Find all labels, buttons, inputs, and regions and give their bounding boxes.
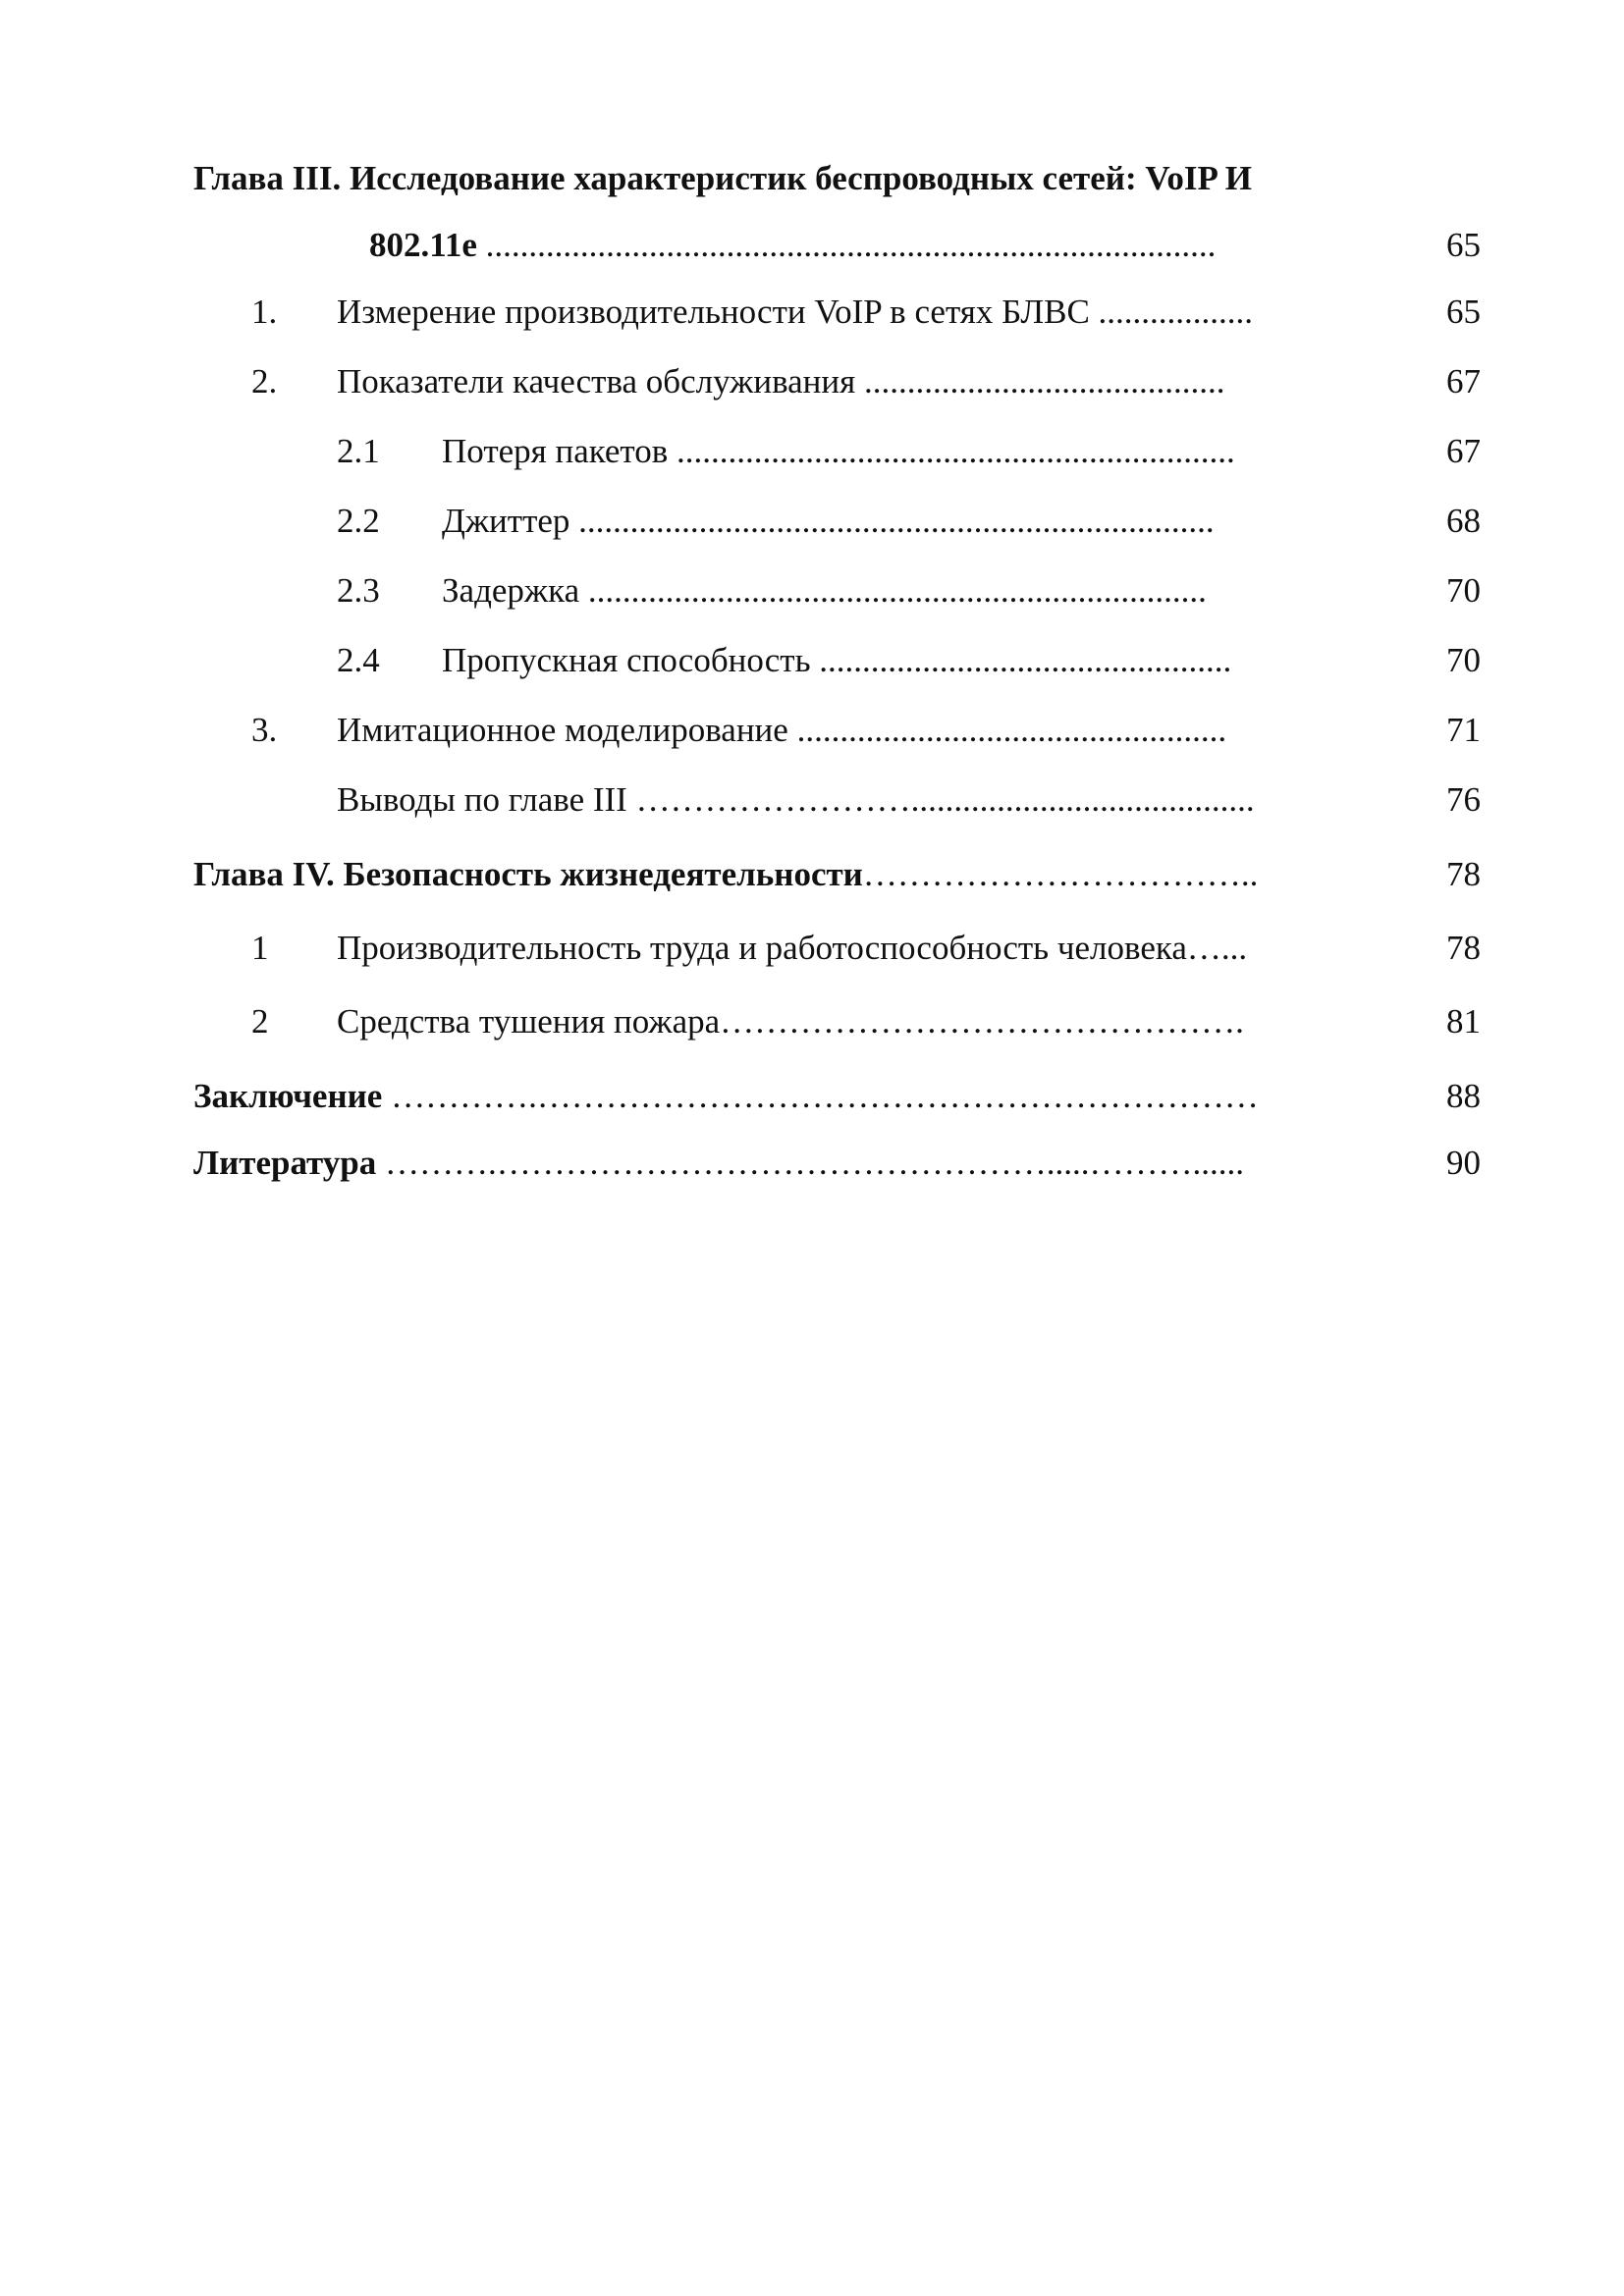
literature-page: 90 xyxy=(1446,1144,1481,1182)
chapter3-page: 65 xyxy=(1446,226,1481,264)
toc-item-page: 78 xyxy=(1446,929,1481,967)
toc-item-page: 70 xyxy=(1446,641,1481,679)
toc-item-text: Измерение производительности VoIP в сетях БЛВС .................. xyxy=(337,293,1254,331)
chapter3-title-line2: 802.11е ..................................................................................... xyxy=(369,226,1217,264)
toc-item-text: Выводы по главе III ……………………........................................ xyxy=(337,780,1255,819)
toc-item-number: 2.1 xyxy=(337,432,380,470)
toc-item-text: Пропускная способность ................................................ xyxy=(442,641,1232,679)
toc-item-page: 70 xyxy=(1446,571,1481,610)
toc-item-number: 2.2 xyxy=(337,502,380,540)
toc-item-number: 1 xyxy=(251,929,269,967)
toc-item-number: 2.3 xyxy=(337,571,380,610)
toc-item-page: 67 xyxy=(1446,362,1481,400)
toc-item-text: Имитационное моделирование .................................................. xyxy=(337,711,1227,749)
toc-item-text: Задержка ........................................................................ xyxy=(442,571,1207,610)
chapter4-page: 78 xyxy=(1446,855,1481,893)
toc-item-page: 71 xyxy=(1446,711,1481,749)
chapter4-title: Глава IV. Безопасность жизнедеятельности…………………………….. xyxy=(193,855,1259,893)
toc-item-text: Показатели качества обслуживания .......................................... xyxy=(337,362,1225,400)
toc-item-number: 2.4 xyxy=(337,641,380,679)
toc-item-page: 76 xyxy=(1446,780,1481,819)
toc-item-page: 68 xyxy=(1446,502,1481,540)
conclusion-page: 88 xyxy=(1446,1077,1481,1115)
toc-item-number: 2 xyxy=(251,1002,269,1041)
toc-item-page: 81 xyxy=(1446,1002,1481,1041)
toc-item-page: 65 xyxy=(1446,293,1481,331)
toc-item-text: Джиттер .......................................................................... xyxy=(442,502,1215,540)
toc-item-text: Средства тушения пожара………………………………………. xyxy=(337,1002,1244,1041)
toc-item-number: 3. xyxy=(251,711,278,749)
conclusion-entry: Заключение ………….……………………………………………………… xyxy=(193,1077,1259,1115)
toc-item-number: 1. xyxy=(251,293,278,331)
toc-item-text: Производительность труда и работоспособность человека…... xyxy=(337,929,1248,967)
toc-item-text: Потеря пакетов ................................................................. xyxy=(442,432,1235,470)
chapter3-title-line1: Глава III. Исследование характеристик беспроводных сетей: VoIP И xyxy=(193,159,1252,197)
toc-item-page: 67 xyxy=(1446,432,1481,470)
literature-entry: Литература ……….………………………………………….....………...... xyxy=(193,1144,1244,1182)
toc-item-number: 2. xyxy=(251,362,278,400)
